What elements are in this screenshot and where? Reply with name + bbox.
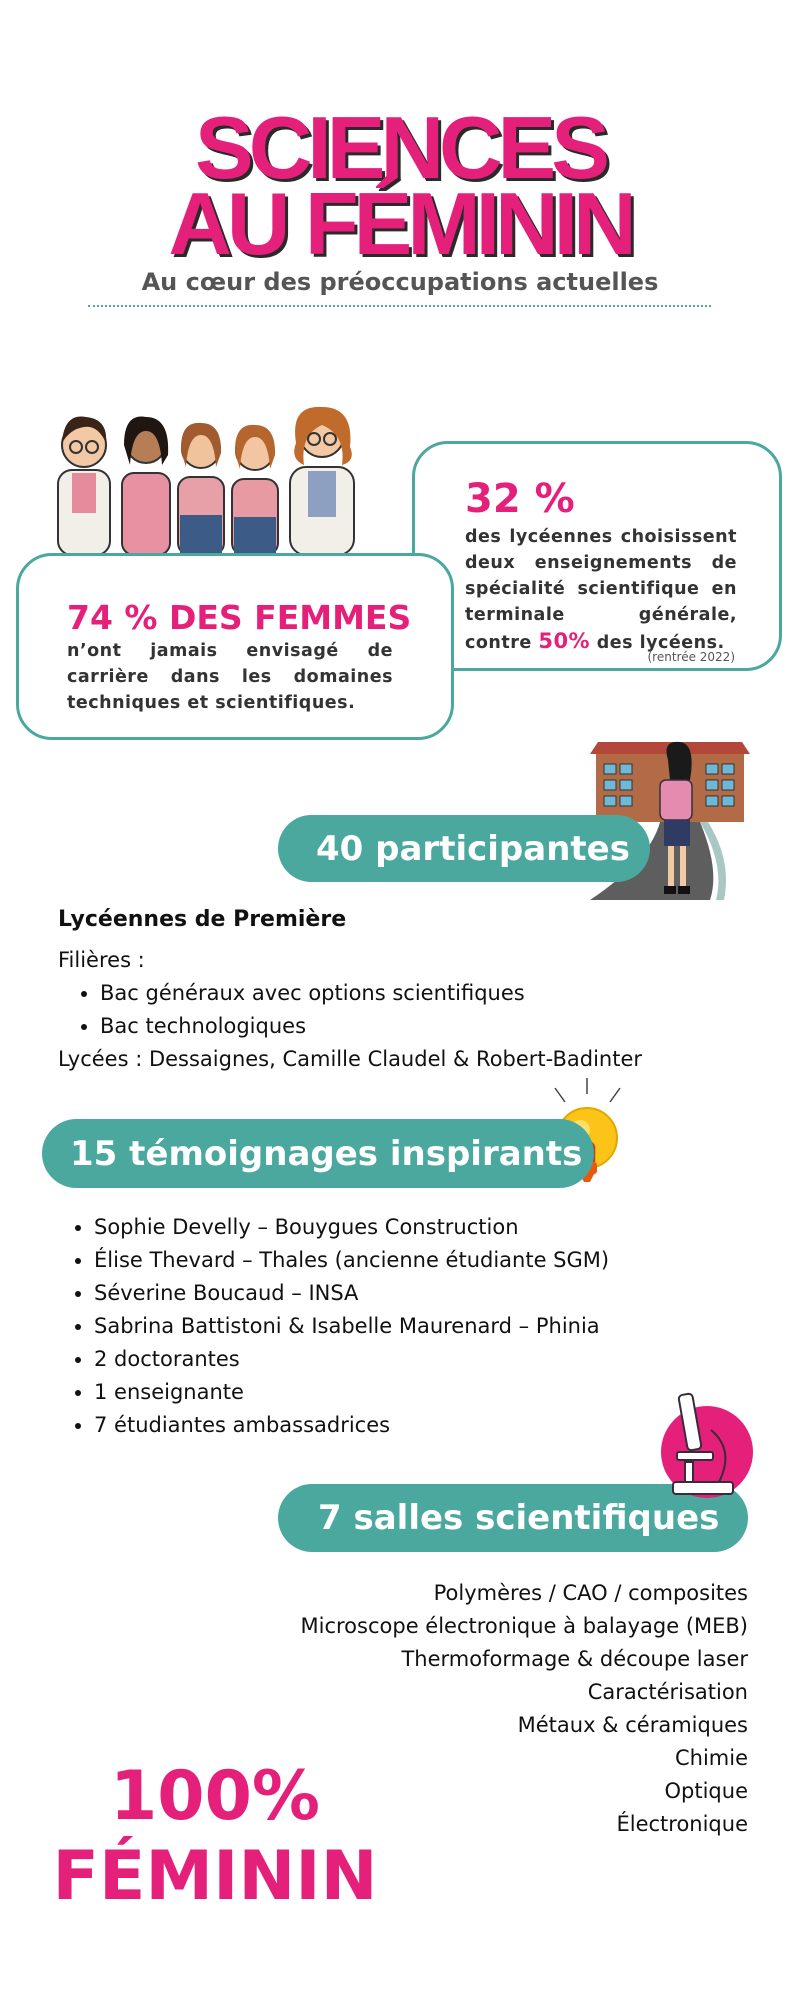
lycees-text: Lycées : Dessaignes, Camille Claudel & Robert-Badinter (58, 1047, 643, 1071)
stat-32-text-before: des lycéennes choisissent deux enseignements de spécialité scientifique en terminale générale, contre (465, 527, 737, 653)
stat-32-text (465, 524, 737, 656)
list-item: Métaux & céramiques (517, 1713, 748, 1737)
list-item: Polymères / CAO / composites (433, 1581, 748, 1605)
list-item: Optique (664, 1779, 748, 1803)
list-item: Caractérisation (587, 1680, 748, 1704)
stat-box-32 (412, 441, 782, 671)
stat-32-text-after: des lycéens. (596, 633, 725, 653)
stat-32-value: 32 % (465, 476, 575, 522)
microscope-icon (655, 1390, 755, 1510)
woman-figure (122, 417, 170, 555)
stat-74-text: n’ont jamais envisagé de carrière dans les domaines techniques et scientifiques. (67, 641, 393, 713)
woman-figure (58, 417, 110, 555)
woman-figure (232, 425, 278, 555)
woman-figure (290, 407, 354, 555)
footer-line-1: 100% (109, 1757, 321, 1836)
list-item: Microscope électronique à balayage (MEB) (300, 1614, 748, 1638)
woman-figure (178, 423, 224, 555)
footer-line-2: FÉMININ (52, 1837, 378, 1916)
list-item: Thermoformage & découpe laser (401, 1647, 748, 1671)
list-item: • Sabrina Battistoni & Isabelle Maurenard – Phinia (94, 1310, 609, 1343)
temoignages-list (52, 1211, 609, 1442)
stat-32-note: (rentrée 2022) (647, 650, 735, 664)
subtitle: Au cœur des préoccupations actuelles (141, 268, 659, 296)
stat-74-value: 74 % DES FEMMES (67, 598, 412, 637)
stat-box-74 (16, 553, 454, 740)
list-item: • Séverine Boucaud – INSA (94, 1277, 609, 1310)
list-item: • Bac généraux avec options scientifiques (100, 977, 525, 1010)
dotted-divider (88, 305, 711, 307)
list-item: • 1 enseignante (94, 1376, 609, 1409)
title-line-2: AU FÉMININ (168, 174, 632, 273)
list-item: • Élise Thevard – Thales (ancienne étudiante SGM) (94, 1244, 609, 1277)
list-item: Chimie (674, 1746, 748, 1770)
pill-temoignages: 15 témoignages inspirants (42, 1119, 594, 1188)
list-item: • 7 étudiantes ambassadrices (94, 1409, 609, 1442)
participants-heading: Lycéennes de Première (58, 907, 347, 932)
list-item: • 2 doctorantes (94, 1343, 609, 1376)
filieres-list (58, 977, 525, 1043)
list-item: • Bac technologiques (100, 1010, 525, 1043)
filieres-label: Filières : (58, 948, 145, 972)
women-scientists-illustration (50, 395, 380, 555)
list-item: • Sophie Develly – Bouygues Construction (94, 1211, 609, 1244)
title-line-1: SCIENCES (195, 98, 605, 197)
stat-32-highlight: 50% (538, 629, 591, 653)
list-item: Électronique (616, 1812, 748, 1836)
pill-participants: 40 participantes (278, 815, 650, 882)
pill-salles: 7 salles scientifiques (278, 1484, 748, 1552)
